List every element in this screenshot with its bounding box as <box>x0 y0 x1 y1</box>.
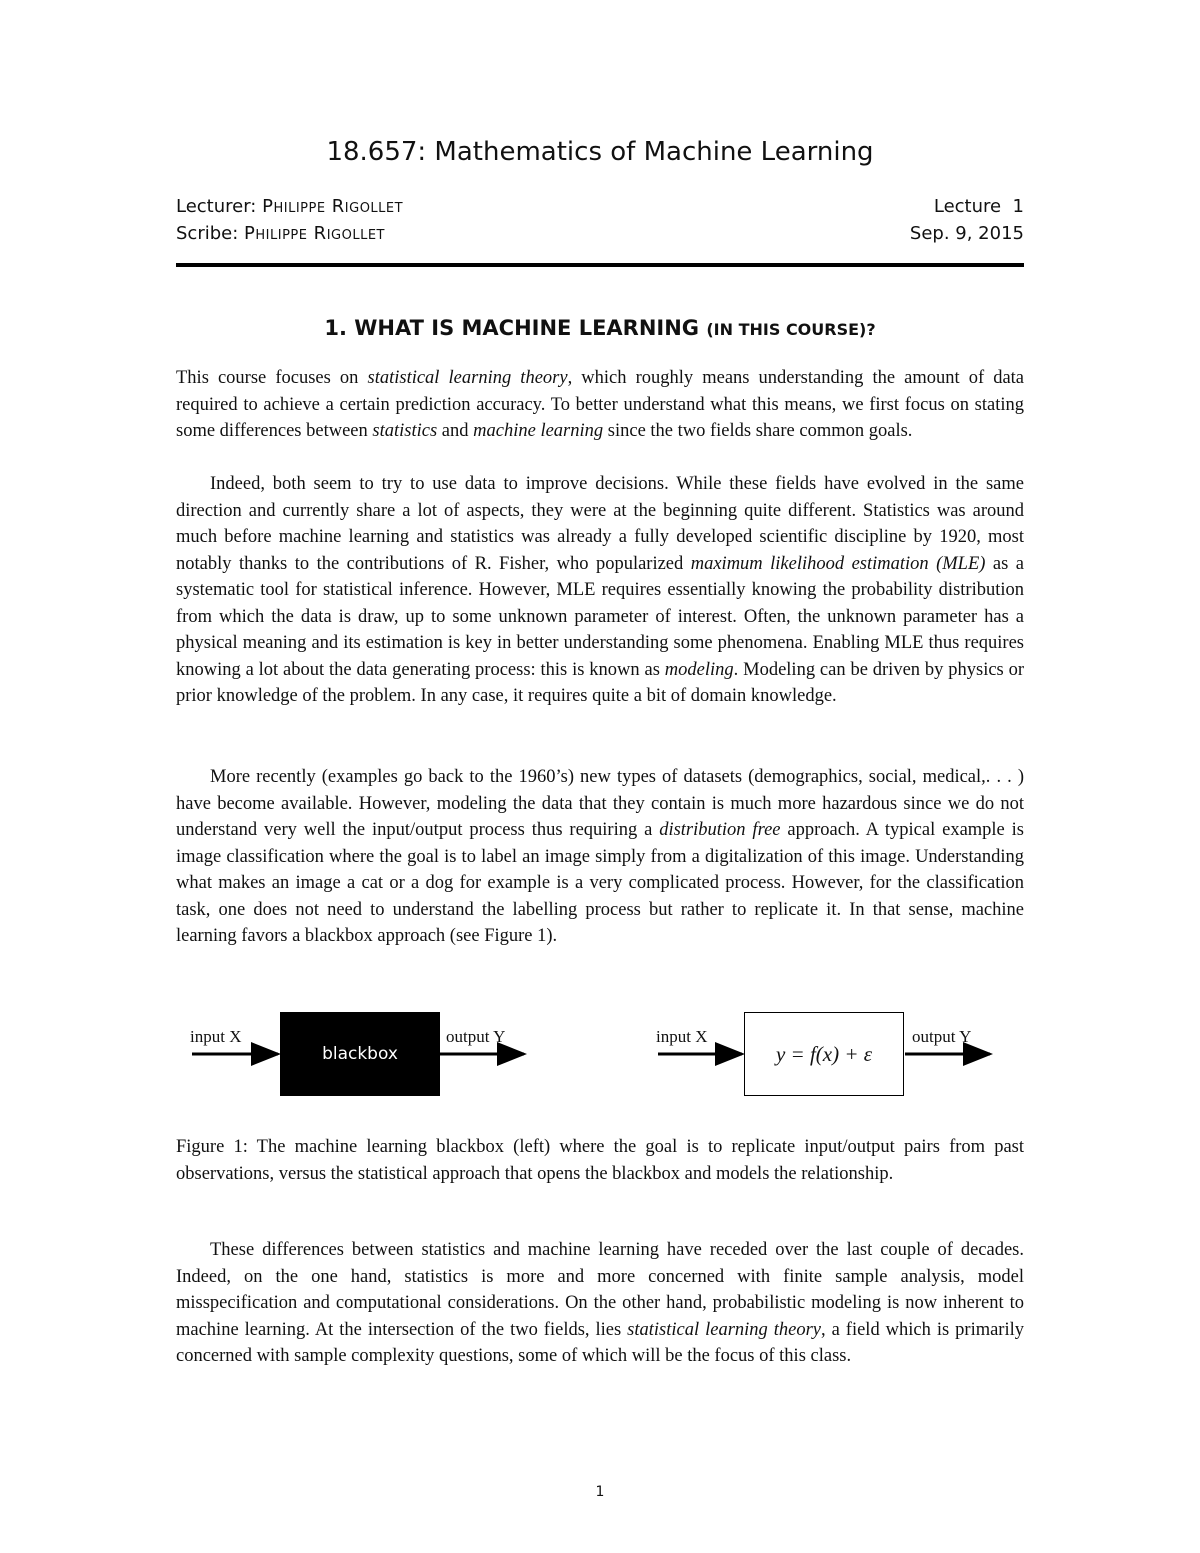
p1-text-a: This course focuses on <box>176 368 368 388</box>
scribe-line <box>176 223 385 244</box>
p1-emphasis-2: statistics <box>372 421 438 441</box>
blackbox-box: blackbox <box>280 1012 440 1096</box>
document-title: 18.657: Mathematics of Machine Learning <box>326 137 874 167</box>
header-divider <box>176 263 1024 267</box>
p1-emphasis-3: machine learning <box>473 421 604 441</box>
figure-1 <box>176 1005 1024 1105</box>
p4-text-b: , a field which is primarily concerned with sample complexity questions, some of which will be the focus of this class. <box>176 1319 1024 1366</box>
p2-emphasis-1: maximum likelihood estimation (MLE) <box>690 553 986 574</box>
p1-emphasis-1: statistical learning theory <box>367 368 568 388</box>
lecture-date: Sep. 9, 2015 <box>909 223 1024 244</box>
p2-text-b: as a systematic tool for statistical inference. However, MLE requires essentially knowing the probability distribution from which the data is draw, up to some unknown parameter of interest. Often, the unknown parameter has a physical meaning and its estimation is key in better understanding some phenomena. Enabling MLE thus requires knowing a lot about the data generating process: this is known as <box>176 553 1024 680</box>
p2-text-c: . Modeling can be driven by physics or prior knowledge of the problem. In any case, it requires quite a bit of domain knowledge. <box>176 659 1025 706</box>
left-output-label: output Y <box>446 1027 506 1046</box>
lecturer-name: Philippe Rigollet <box>262 196 404 217</box>
lecturer-label: Lecturer: <box>176 196 257 217</box>
p3-text-b: approach. A typical example is image classification where the goal is to label an image simply from a digitalization of this image. Understanding what makes an image a cat or a dog for example is a very complicated process. However, for the classification task, one does not need to understand the labelling process but rather to replicate it. In that sense, machine learning favors a blackbox approach (see Figure 1). <box>176 820 1024 946</box>
paragraph-4 <box>176 1237 1024 1370</box>
lecture-label: Lecture <box>933 196 1002 217</box>
scribe-name: Philippe Rigollet <box>244 223 385 244</box>
model-box: y = f(x) + ε <box>744 1012 904 1096</box>
section-heading <box>0 316 1200 340</box>
p2-emphasis-2: modeling <box>664 659 734 680</box>
lecture-line <box>934 196 1024 217</box>
p4-emphasis-1: statistical learning theory <box>627 1319 822 1340</box>
right-output-label: output Y <box>912 1027 972 1046</box>
p3-emphasis-1: distribution free <box>659 820 781 840</box>
section-subtitle: (IN THIS COURSE)? <box>706 320 876 339</box>
section-title: WHAT IS MACHINE LEARNING <box>354 316 700 340</box>
right-input-label: input X <box>656 1027 708 1046</box>
paragraph-3 <box>176 764 1024 950</box>
paragraph-2 <box>176 471 1024 710</box>
scribe-label: Scribe: <box>176 223 239 244</box>
figure-caption: Figure 1: The machine learning blackbox (left) where the goal is to replicate input/output pairs from past observations, versus the statistical approach that opens the blackbox and models the relationship. <box>176 1137 1024 1184</box>
p1-text-b: , which roughly means understanding the amount of data required to achieve a certain prediction accuracy. To better understand what this means, we first focus on stating some differences between <box>176 368 1025 441</box>
p4-text-a: These differences between statistics and machine learning have receded over the last couple of decades. Indeed, on the one hand, statistics is more and more concerned with finite sample analysis, model misspecification and computational considerations. On the other hand, probabilistic modeling is now inherent to machine learning. At the intersection of the two fields, lies <box>176 1240 1024 1340</box>
lecturer-line <box>176 196 403 217</box>
p1-text-c: and <box>437 421 474 441</box>
left-input-label: input X <box>190 1027 242 1046</box>
p2-text-a: Indeed, both seem to try to use data to improve decisions. While these fields have evolved in the same direction and currently share a lot of aspects, they were at the beginning quite different. Statistics was around much before machine learning and statistics was already a fully developed scientific discipline by 1920, most notably thanks to the contributions of R. Fisher, who popularized <box>176 474 1024 574</box>
section-number: 1. <box>324 316 347 340</box>
p3-text-a: More recently (examples go back to the 1960’s) new types of datasets (demographics, social, medical,. . . ) have become available. However, modeling the data that they contain is much more hazardous since we do not understand very well the input/output process thus requiring a <box>176 767 1024 840</box>
page-number: 1 <box>595 1484 605 1500</box>
paragraph-1 <box>176 365 1024 445</box>
p1-text-d: since the two fields share common goals. <box>603 421 913 441</box>
lecture-number: 1 <box>1012 196 1024 217</box>
